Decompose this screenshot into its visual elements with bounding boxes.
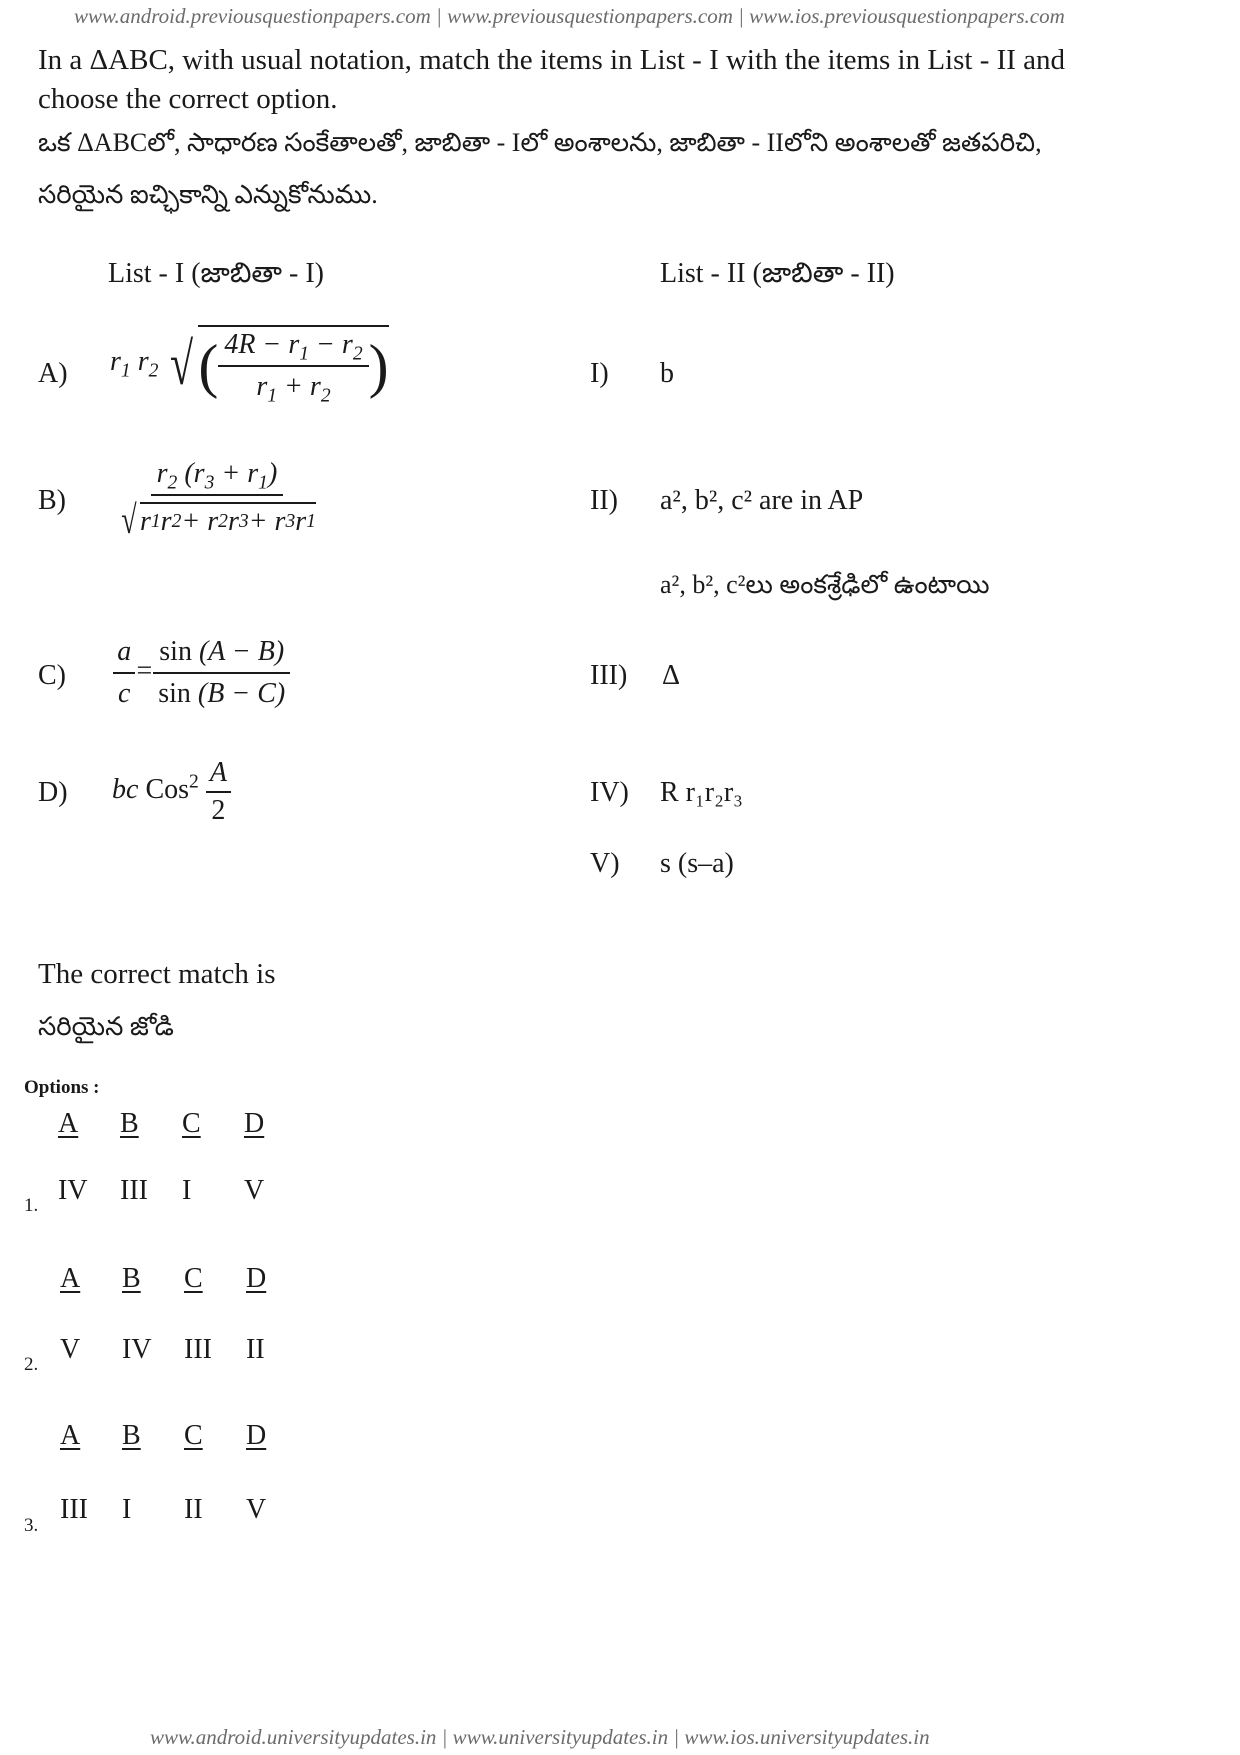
list2-label-v: V)	[590, 848, 620, 879]
list1-label-d: D)	[38, 777, 68, 808]
formula-c: $\frac{a}{c}$ = $\frac{\sin (A - B)}{\sin (B - C)}$	[112, 636, 291, 710]
option-1-number[interactable]: 1.	[24, 1195, 39, 1216]
option-header: C	[182, 1108, 201, 1139]
option-value: I	[122, 1494, 132, 1525]
option-header: B	[122, 1420, 141, 1451]
option-header: A	[58, 1108, 79, 1139]
option-header: A	[60, 1263, 81, 1294]
option-2-values[interactable]	[60, 1334, 308, 1366]
question-text-te-line2: సరియైన ఐచ్ఛికాన్ని ఎన్నుకోనుము.	[38, 180, 378, 209]
formula-d: bc Cos$^2$ $\frac{A}{2}$	[112, 757, 231, 827]
list2-label-iv: IV)	[590, 777, 629, 808]
list1-heading: List - I (జాబితా - I)	[108, 258, 324, 289]
option-header: C	[184, 1263, 203, 1294]
option-3-headers	[60, 1420, 308, 1452]
option-value: II	[184, 1494, 203, 1525]
option-value: V	[60, 1334, 81, 1365]
correct-match-te: సరియైన జోడి	[38, 1012, 174, 1041]
list2-heading: List - II (జాబితా - II)	[660, 258, 895, 289]
option-value: V	[246, 1494, 267, 1525]
option-value: III	[184, 1334, 212, 1365]
option-header: D	[244, 1108, 265, 1139]
options-title: Options :	[24, 1077, 100, 1098]
correct-match-en: The correct match is	[38, 958, 276, 990]
option-header: C	[184, 1420, 203, 1451]
list1-label-c: C)	[38, 660, 66, 691]
option-value: II	[246, 1334, 265, 1365]
option-2-number[interactable]: 2.	[24, 1354, 39, 1375]
list2-text-iv: R r₁r₂r₃	[660, 777, 743, 808]
option-1-values[interactable]	[58, 1175, 306, 1207]
option-value: I	[182, 1175, 192, 1206]
option-header: B	[120, 1108, 139, 1139]
list2-label-ii: II)	[590, 485, 618, 516]
list2-text-i: b	[660, 358, 674, 389]
question-text-te-line1: ఒక ΔABCలో, సాధారణ సంకేతాలతో, జాబితా - Iలో అంశాలను, జాబితా - IIలోని అంశాలతో జతపరిచి,	[38, 128, 1042, 157]
option-3-values[interactable]	[60, 1494, 308, 1526]
question-text-en-line2: choose the correct option.	[38, 83, 338, 115]
option-value: IV	[122, 1334, 152, 1365]
option-value: III	[60, 1494, 88, 1525]
formula-b: $r_2$ $(r_3 + r_1)$ √ r 1 r 2 + r 2 r 3 + r 3 r 1	[121, 458, 316, 542]
question-text-en-line1: In a ΔABC, with usual notation, match the items in List - I with the items in List - II and	[38, 44, 1066, 76]
list1-label-a: A)	[38, 358, 68, 389]
list2-label-iii: III)	[590, 660, 628, 691]
option-3-number[interactable]: 3.	[24, 1515, 39, 1536]
watermark-top: www.android.previousquestionpapers.com | www.previousquestionpapers.com | www.ios.previousquestionpapers.com	[74, 4, 1065, 28]
option-value: IV	[58, 1175, 88, 1206]
list2-text-ii-te: a², b², c²లు అంకశ్రేఢిలో ఉంటాయి	[660, 570, 990, 599]
formula-a: $r_1$ $r_2$ √ ( $\frac{4R - r_1 - r_2}{r_1 + r_2}$ )	[110, 325, 389, 403]
list2-text-ii: a², b², c² are in AP	[660, 485, 864, 516]
list2-label-i: I)	[590, 358, 609, 389]
option-1-headers	[58, 1108, 306, 1140]
list2-text-v: s (s–a)	[660, 848, 734, 879]
option-header: B	[122, 1263, 141, 1294]
option-header: A	[60, 1420, 81, 1451]
list2-text-iii: Δ	[662, 660, 681, 691]
option-value: V	[244, 1175, 265, 1206]
list1-label-b: B)	[38, 485, 66, 516]
option-header: D	[246, 1263, 267, 1294]
option-header: D	[246, 1420, 267, 1451]
option-value: III	[120, 1175, 148, 1206]
watermark-bottom: www.android.universityupdates.in | www.universityupdates.in | www.ios.universityupdates.in	[150, 1725, 930, 1749]
option-2-headers	[60, 1263, 308, 1295]
